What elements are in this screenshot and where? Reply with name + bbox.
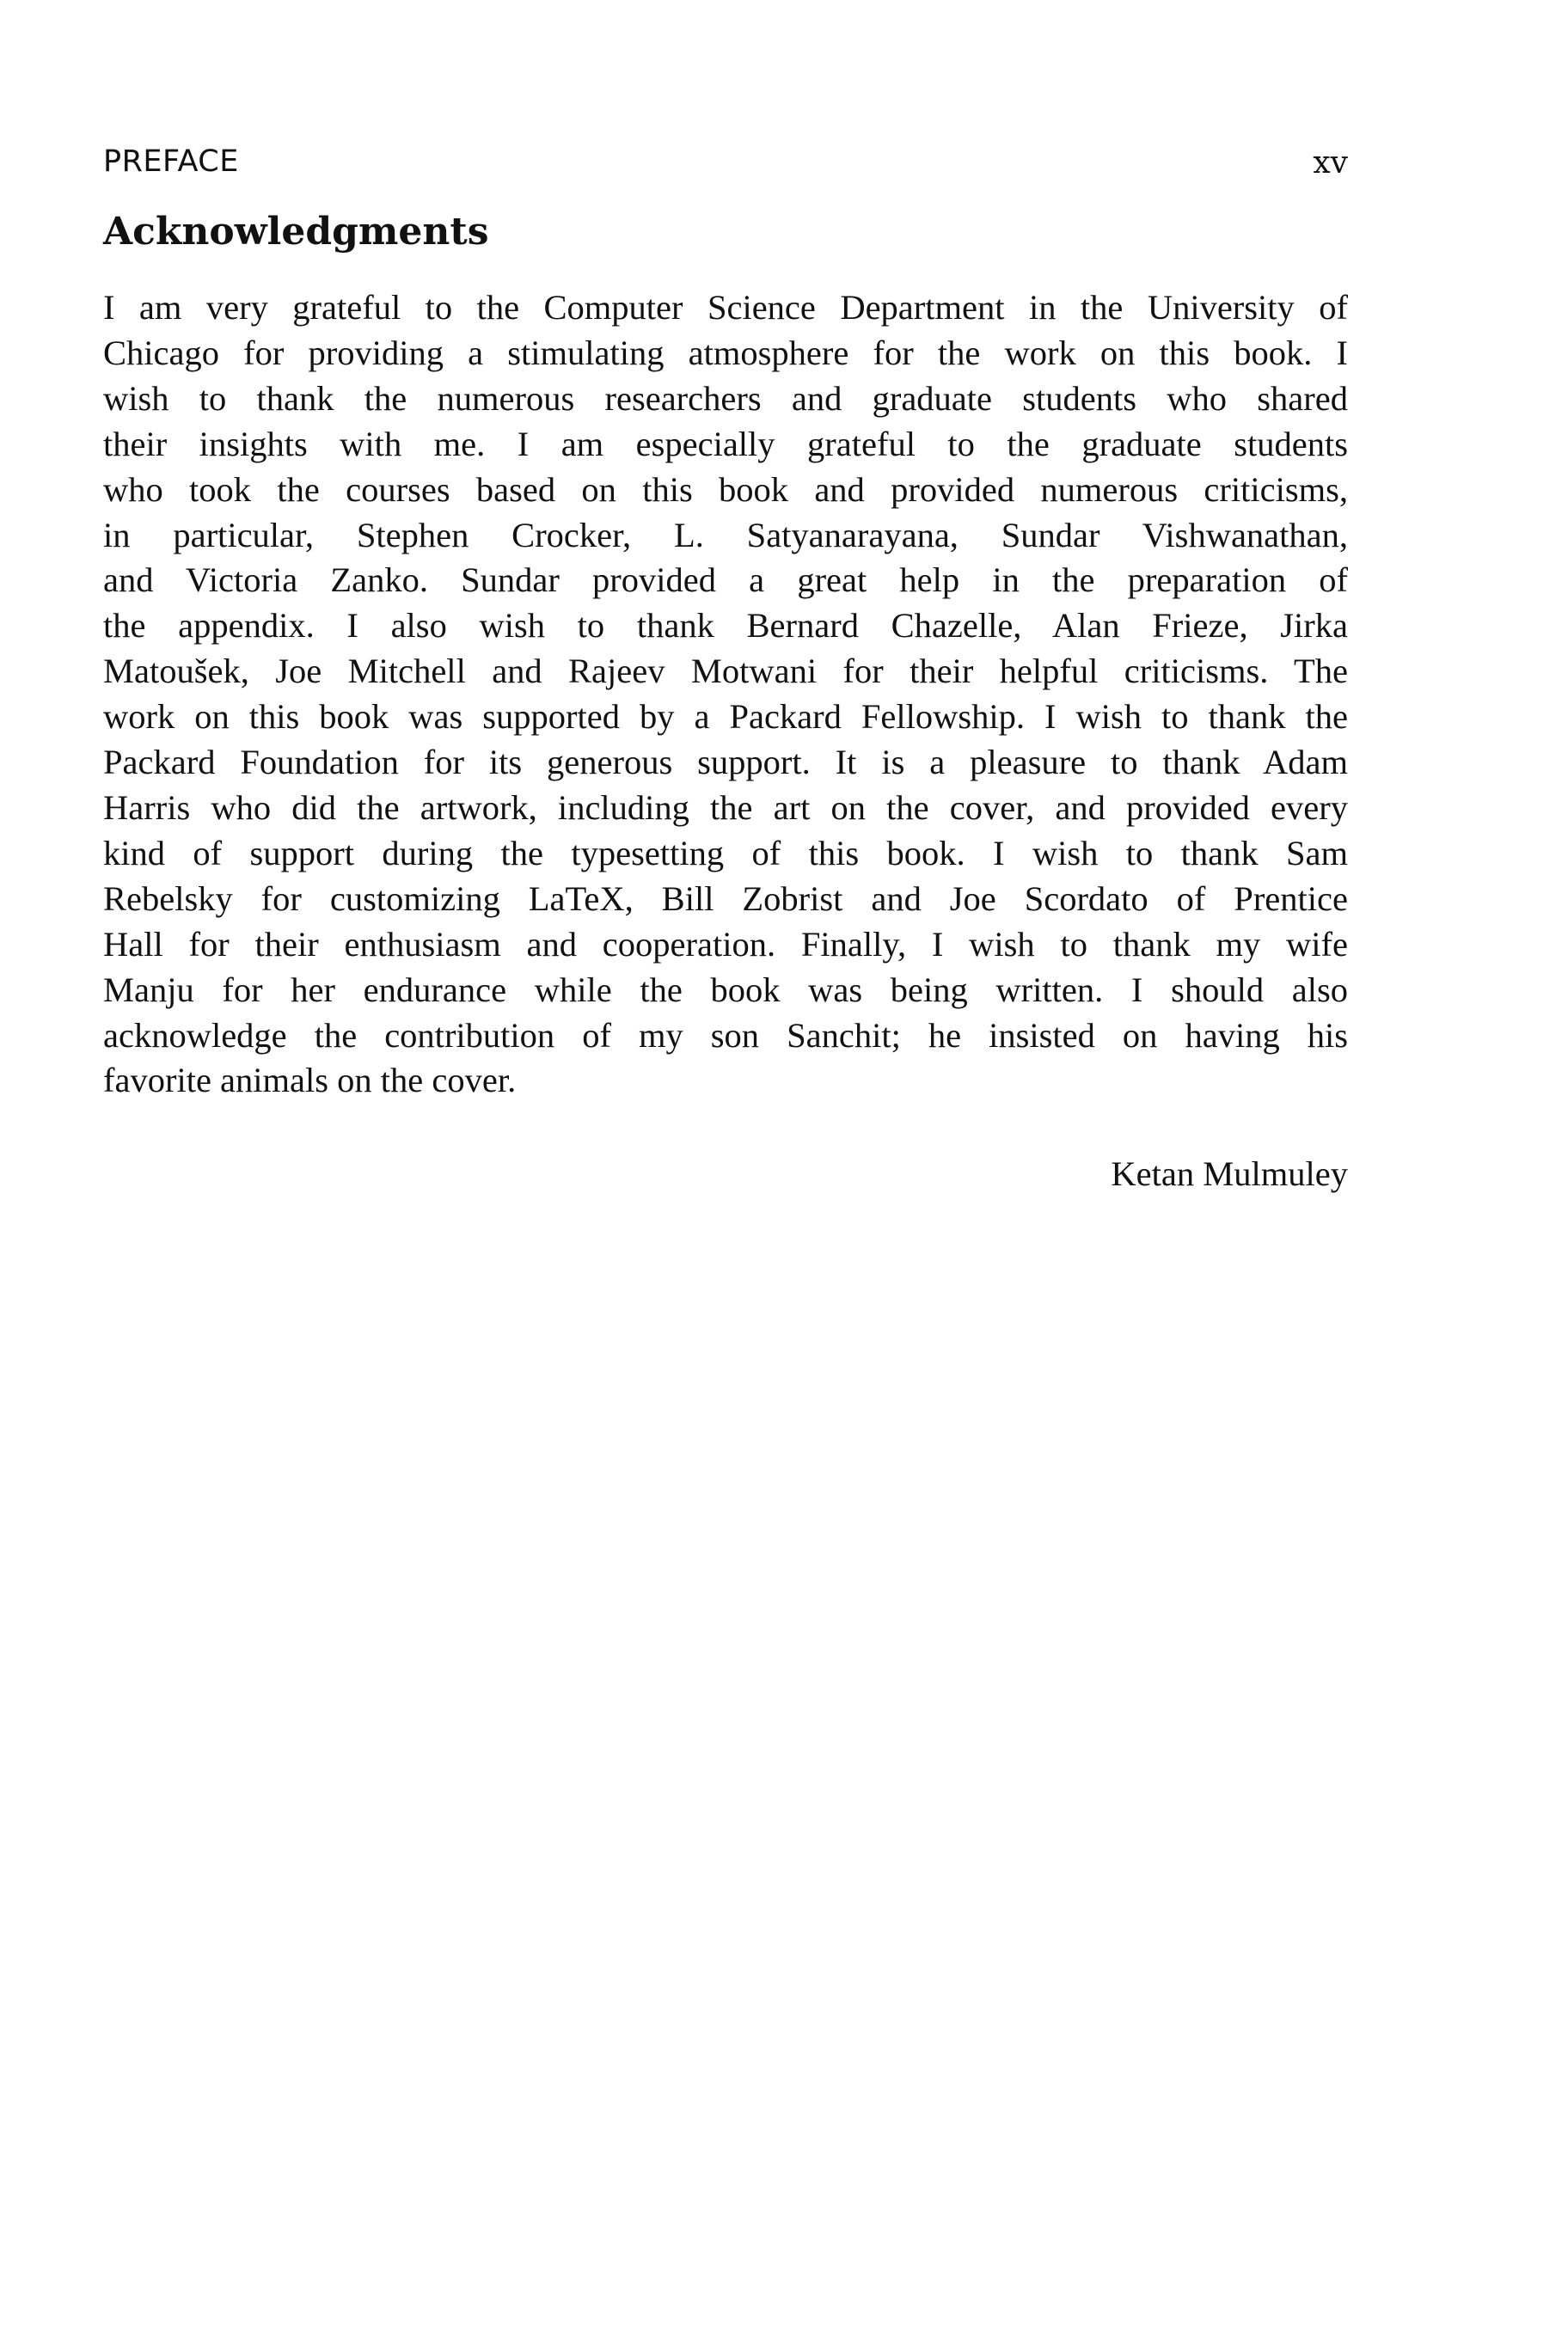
paragraph-line: who took the courses based on this book and provided numerous criticisms, (103, 469, 1348, 509)
section-title: Acknowledgments (103, 210, 489, 254)
paragraph-line: Packard Foundation for its generous support. It is a pleasure to thank Adam (103, 743, 1348, 782)
paragraph-line: Matoušek, Joe Mitchell and Rajeev Motwani for their helpful criticisms. The (103, 652, 1348, 691)
paragraph-line: favorite animals on the cover. (103, 1061, 517, 1100)
paragraph-line: Rebelsky for customizing LaTeX, Bill Zobrist and Joe Scordato of Prentice (103, 878, 1348, 918)
paragraph-line: I am very grateful to the Computer Science Department in the University of (103, 288, 1348, 327)
running-head: PREFACE (103, 144, 239, 179)
paragraph-line: Manju for her endurance while the book was being written. I should also (103, 970, 1348, 1009)
paragraph-line: Chicago for providing a stimulating atmosphere for the work on this book. I (103, 333, 1348, 372)
acknowledgments-paragraph (103, 285, 1348, 1104)
paragraph-line: the appendix. I also wish to thank Bernard Chazelle, Alan Frieze, Jirka (103, 606, 1348, 646)
paragraph-line: kind of support during the typesetting of this book. I wish to thank Sam (103, 833, 1348, 872)
paragraph-line: work on this book was supported by a Packard Fellowship. I wish to thank the (103, 697, 1348, 737)
paragraph-line: wish to thank the numerous researchers and graduate students who shared (103, 378, 1348, 418)
paragraph-line: Hall for their enthusiasm and cooperation. Finally, I wish to thank my wife (103, 924, 1348, 964)
paragraph-line: in particular, Stephen Crocker, L. Satyanarayana, Sundar Vishwanathan, (103, 515, 1348, 554)
paragraph-line: acknowledge the contribution of my son Sanchit; he insisted on having his (103, 1015, 1348, 1055)
paragraph-line: Harris who did the artwork, including the art on the cover, and provided every (103, 787, 1348, 827)
author-signature: Ketan Mulmuley (1111, 1154, 1348, 1193)
page-number: xv (1313, 145, 1348, 181)
paragraph-line: and Victoria Zanko. Sundar provided a great help in the preparation of (103, 560, 1348, 600)
paragraph-line: their insights with me. I am especially grateful to the graduate students (103, 424, 1348, 463)
